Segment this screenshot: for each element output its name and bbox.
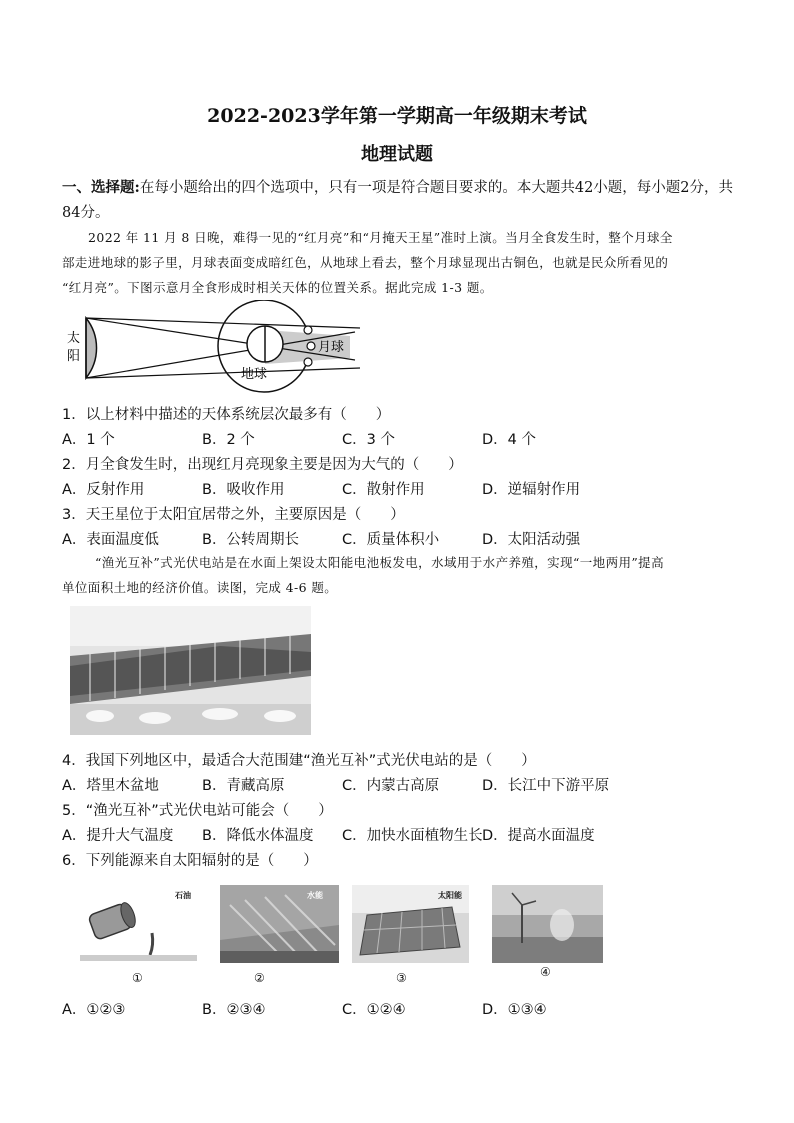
question-5-stem: 5．“渔光互补”式光伏电站可能会（ ） <box>62 803 333 819</box>
energy-caption-1: 石油 <box>175 890 191 900</box>
question-4-option-c[interactable]: C．内蒙古高原 <box>342 778 440 794</box>
energy-number-1: ① <box>132 971 143 985</box>
moon-3 <box>304 358 312 366</box>
question-1-option-c[interactable]: C．3 个 <box>342 432 395 448</box>
question-4-stem: 4．我国下列地区中，最适合大范围建“渔光互补”式光伏电站的是（ ） <box>62 753 536 769</box>
question-2-option-c[interactable]: C．散射作用 <box>342 482 425 498</box>
question-2-option-d[interactable]: D．逆辐射作用 <box>482 482 581 498</box>
question-4-option-d[interactable]: D．长江中下游平原 <box>482 778 610 794</box>
question-5-option-c[interactable]: C．加快水面植物生长 <box>342 828 483 844</box>
question-1-option-d[interactable]: D．4 个 <box>482 432 536 448</box>
section-text-1: 在每小题给出的四个选项中，只有一项是符合题目要求的。本大题共42小题，每小题2分，共 <box>139 180 734 196</box>
question-1-option-a[interactable]: A．1 个 <box>62 432 115 448</box>
question-3-option-d[interactable]: D．太阳活动强 <box>482 532 581 548</box>
wind-image <box>492 885 603 963</box>
question-2-stem: 2．月全食发生时，出现红月亮现象主要是因为大气的（ ） <box>62 457 463 473</box>
question-6-option-d[interactable]: D．①③④ <box>482 1002 547 1018</box>
question-2-option-a[interactable]: A．反射作用 <box>62 482 145 498</box>
question-4-option-b[interactable]: B．青藏高原 <box>202 778 285 794</box>
energy-caption-2: 水能 <box>307 890 323 900</box>
question-6-option-a[interactable]: A．①②③ <box>62 1002 126 1018</box>
section-instructions <box>62 176 733 197</box>
question-3-option-a[interactable]: A．表面温度低 <box>62 532 159 548</box>
moon-2 <box>307 342 315 350</box>
energy-number-4: ④ <box>540 965 551 979</box>
question-6-stem: 6．下列能源来自太阳辐射的是（ ） <box>62 853 318 869</box>
passage2-line-1: “渔光互补”式光伏电站是在水面上架设太阳能电池板发电，水域用于水产养殖，实现“一地两用”提高 <box>95 555 664 570</box>
question-6-option-b[interactable]: B．②③④ <box>202 1002 266 1018</box>
earth-label: 地球 <box>241 367 268 382</box>
sun-label-1: 太 <box>67 331 81 346</box>
energy-caption-3: 太阳能 <box>438 890 462 900</box>
passage1-line-1: 2022 年 11 月 8 日晚，难得一见的“红月亮”和“月掩天王星”准时上演。当月全食发生时，整个月球全 <box>88 230 673 245</box>
section-text-2: 84分。 <box>62 205 110 221</box>
question-5-option-b[interactable]: B．降低水体温度 <box>202 828 314 844</box>
passage1-line-3: “红月亮”。下图示意月全食形成时相关天体的位置关系。据此完成 1-3 题。 <box>62 280 493 295</box>
passage2-line-2: 单位面积土地的经济价值。读图，完成 4-6 题。 <box>62 580 338 595</box>
fishery-solar-photo <box>70 606 311 735</box>
moon-label: 月球 <box>318 340 345 355</box>
energy-number-2: ② <box>254 971 265 985</box>
question-3-stem: 3．天王星位于太阳宜居带之外，主要原因是（ ） <box>62 507 405 523</box>
passage1-line-2: 部走进地球的影子里，月球表面变成暗红色，从地球上看去，整个月球显现出古铜色，也就是民众所看见的 <box>62 255 669 270</box>
question-1-stem: 1．以上材料中描述的天体系统层次最多有（ ） <box>62 407 391 423</box>
eclipse-diagram <box>60 300 370 400</box>
question-4-option-a[interactable]: A．塔里木盆地 <box>62 778 159 794</box>
question-6-option-c[interactable]: C．①②④ <box>342 1002 406 1018</box>
sun-shape <box>86 318 97 378</box>
question-2-option-b[interactable]: B．吸收作用 <box>202 482 285 498</box>
moon-1 <box>304 326 312 334</box>
question-5-option-d[interactable]: D．提高水面温度 <box>482 828 595 844</box>
section-label: 一、选择题: <box>62 179 140 196</box>
sun-label-2: 阳 <box>67 349 81 364</box>
exam-subtitle: 地理试题 <box>361 144 433 165</box>
question-3-option-c[interactable]: C．质量体积小 <box>342 532 440 548</box>
question-3-option-b[interactable]: B．公转周期长 <box>202 532 299 548</box>
exam-title: 2022-2023学年第一学期高一年级期末考试 <box>207 105 587 127</box>
energy-number-3: ③ <box>396 971 407 985</box>
question-5-option-a[interactable]: A．提升大气温度 <box>62 828 174 844</box>
question-1-option-b[interactable]: B．2 个 <box>202 432 255 448</box>
